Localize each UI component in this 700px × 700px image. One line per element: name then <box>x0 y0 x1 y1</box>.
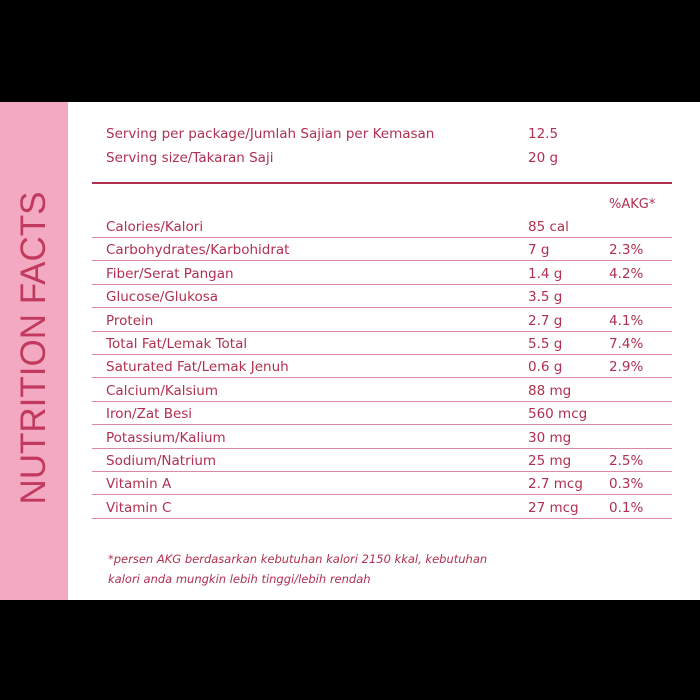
nutrient-akg: 0.3% <box>609 476 644 493</box>
nutrition-facts-panel <box>0 102 700 600</box>
nutrient-akg: 0.1% <box>609 499 644 516</box>
row-divider <box>92 424 672 425</box>
akg-column-header: %AKG* <box>609 197 656 212</box>
row-divider <box>92 494 672 495</box>
nutrient-value: 7 g <box>528 242 550 259</box>
nutrient-akg: 2.3% <box>609 242 644 259</box>
nutrient-akg: 7.4% <box>609 336 644 352</box>
nutrient-value: 88 mg <box>528 382 572 399</box>
nutrition-facts-title: NUTRITION FACTS <box>14 191 53 505</box>
row-divider <box>92 401 672 402</box>
header-divider <box>92 182 672 184</box>
serving-size-label: Serving size/Takaran Saji <box>106 150 274 166</box>
nutrient-value: 1.4 g <box>528 265 563 282</box>
row-divider <box>92 260 672 261</box>
nutrient-label: Calcium/Kalsium <box>106 382 219 399</box>
row-divider <box>92 354 672 355</box>
row-divider <box>92 331 672 332</box>
row-divider <box>92 237 672 238</box>
nutrient-value: 27 mcg <box>528 499 579 516</box>
row-divider <box>92 471 672 472</box>
nutrient-label: Vitamin C <box>106 499 172 516</box>
nutrient-value: 30 mg <box>528 429 572 446</box>
nutrient-akg: 4.1% <box>609 312 644 329</box>
footnote-line-2: kalori anda mungkin lebih tinggi/lebih rendah <box>108 572 371 586</box>
nutrient-label: Sodium/Natrium <box>106 453 217 469</box>
nutrient-value: 3.5 g <box>528 289 563 306</box>
row-divider <box>92 518 672 519</box>
serving-size-value: 20 g <box>528 150 559 166</box>
nutrient-value: 0.6 g <box>528 359 563 376</box>
serving-per-package-label: Serving per package/Jumlah Sajian per Kemasan <box>106 126 435 142</box>
nutrient-label: Glucose/Glukosa <box>106 289 219 306</box>
nutrient-label: Fiber/Serat Pangan <box>106 265 234 282</box>
nutrient-value: 2.7 g <box>528 312 563 329</box>
nutrient-label: Protein <box>106 312 154 329</box>
nutrient-akg: 2.9% <box>609 359 644 376</box>
nutrient-value: 85 cal <box>528 219 569 235</box>
nutrient-label: Calories/Kalori <box>106 219 204 235</box>
row-divider <box>92 377 672 378</box>
nutrient-value: 25 mg <box>528 453 572 469</box>
nutrient-label: Potassium/Kalium <box>106 429 226 446</box>
nutrient-label: Carbohydrates/Karbohidrat <box>106 242 290 259</box>
nutrient-label: Saturated Fat/Lemak Jenuh <box>106 359 289 376</box>
footnote-line-1: *persen AKG berdasarkan kebutuhan kalori 2150 kkal, kebutuhan <box>108 552 488 566</box>
nutrient-value: 2.7 mcg <box>528 476 583 493</box>
row-divider <box>92 284 672 285</box>
nutrient-akg: 4.2% <box>609 265 644 282</box>
nutrient-label: Vitamin A <box>106 476 172 493</box>
row-divider <box>92 448 672 449</box>
row-divider <box>92 307 672 308</box>
nutrient-value: 5.5 g <box>528 336 563 352</box>
serving-per-package-value: 12.5 <box>528 126 559 142</box>
nutrition-facts-sidebar <box>0 102 68 600</box>
nutrient-value: 560 mcg <box>528 406 588 423</box>
nutrient-label: Iron/Zat Besi <box>106 406 193 423</box>
footnote <box>108 549 487 589</box>
nutrient-label: Total Fat/Lemak Total <box>106 336 248 352</box>
nutrient-akg: 2.5% <box>609 453 644 469</box>
